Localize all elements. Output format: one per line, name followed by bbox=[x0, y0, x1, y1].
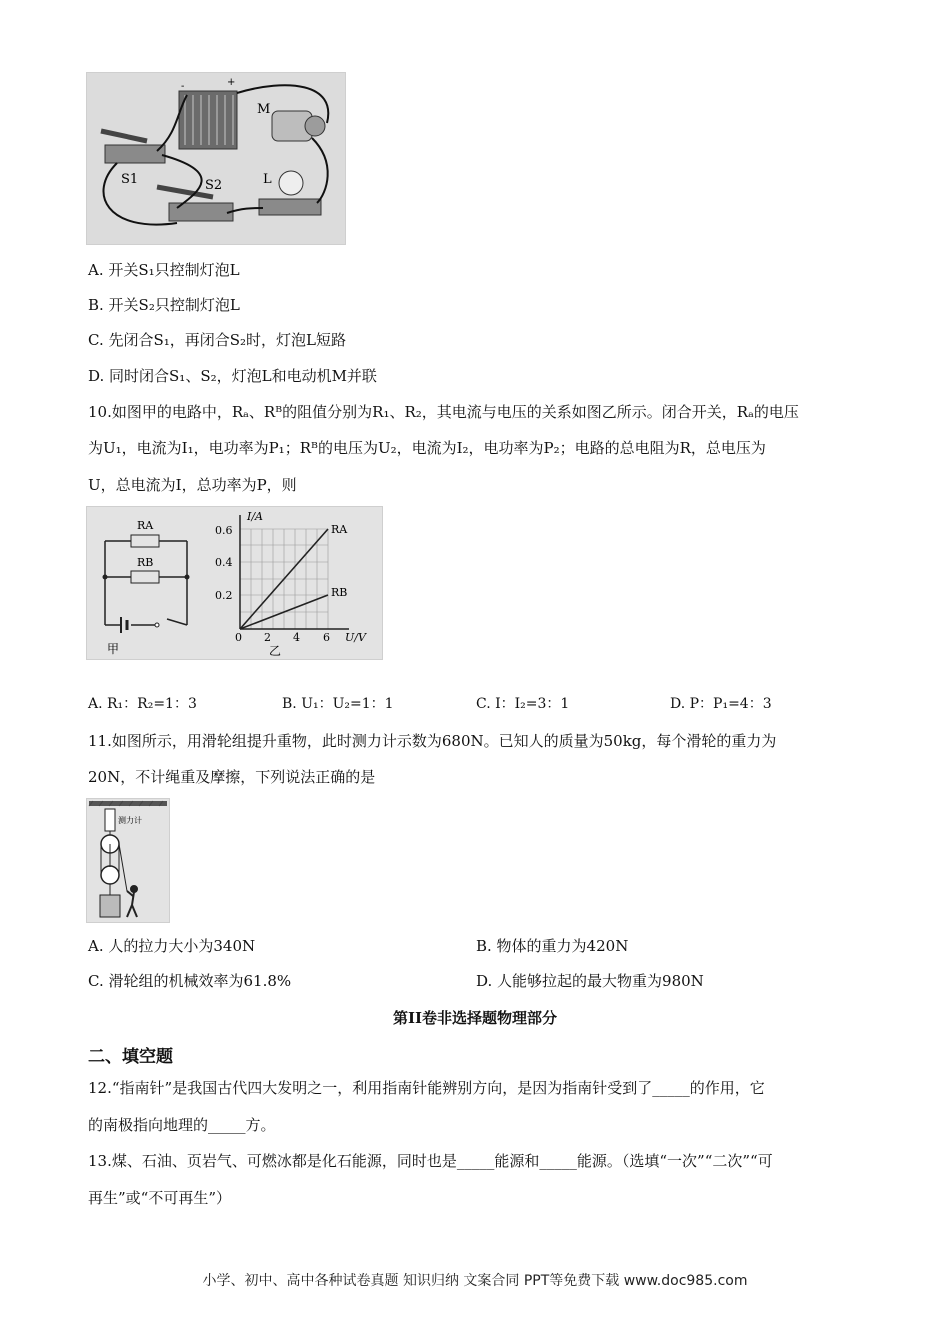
q10-option-c: C. I：I₂=3：1 bbox=[476, 696, 570, 712]
q10-text-line2: 为U₁，电流为I₁，电功率为P₁；Rᴮ的电压为U₂，电流为I₂，电功率为P₂；电路的总电阻为R，总电压为 bbox=[88, 439, 766, 457]
q10-text-line1: 10.如图甲的电路中，Rₐ、Rᴮ的阻值分别为R₁、R₂，其电流与电压的关系如图乙所示。闭合开关，Rₐ的电压 bbox=[88, 403, 799, 421]
graph-ylabel: I/A bbox=[247, 510, 263, 523]
q10-option-b: B. U₁：U₂=1：1 bbox=[282, 696, 394, 712]
q11-option-b: B. 物体的重力为420N bbox=[476, 937, 629, 955]
lamp-label: L bbox=[263, 172, 272, 187]
graph-xtick-0: 0 bbox=[235, 631, 242, 644]
q11-text-line1: 11.如图所示，用滑轮组提升重物，此时测力计示数为680N。已知人的质量为50kg，每个滑轮的重力为 bbox=[88, 732, 777, 750]
switch-s1-label: S1 bbox=[121, 172, 139, 187]
graph-ytick-0-4: 0.4 bbox=[215, 556, 233, 569]
part2-title: 第II卷非选择题物理部分 bbox=[392, 1009, 558, 1027]
battery-minus-label: - bbox=[181, 81, 185, 92]
q11-option-d: D. 人能够拉起的最大物重为980N bbox=[476, 972, 704, 990]
q9-option-d: D. 同时闭合S₁、S₂，灯泡L和电动机M并联 bbox=[88, 367, 377, 385]
switch-s1-icon bbox=[105, 145, 165, 163]
motor-label: M bbox=[257, 102, 271, 117]
q10-option-a: A. R₁：R₂=1：3 bbox=[88, 696, 197, 712]
q11-option-c: C. 滑轮组的机械效率为61.8% bbox=[88, 972, 292, 990]
graph-label: 乙 bbox=[269, 644, 282, 658]
graph-xtick-4: 4 bbox=[293, 631, 300, 644]
circuit-photo bbox=[86, 72, 346, 245]
pulley-drawing bbox=[87, 799, 169, 922]
graph-ytick-0-6: 0.6 bbox=[215, 524, 233, 537]
graph-ytick-0-2: 0.2 bbox=[215, 589, 233, 602]
lamp-base-icon bbox=[259, 199, 321, 215]
q13-text-line1: 13.煤、石油、页岩气、可燃冰都是化石能源，同时也是_____能源和_____能源。（选填“一次”“二次”“可 bbox=[88, 1152, 773, 1170]
battery-plus-label: + bbox=[227, 77, 236, 88]
switch-s2-label: S2 bbox=[205, 178, 223, 193]
weight-block-icon bbox=[100, 895, 120, 917]
circuit-graph-figure bbox=[86, 506, 383, 660]
circuit-label: 甲 bbox=[107, 642, 120, 656]
circuit-graph-drawing bbox=[87, 507, 382, 659]
parallel-circuit bbox=[105, 541, 187, 633]
q9-option-b: B. 开关S₂只控制灯泡L bbox=[88, 296, 240, 314]
resistor-rb-icon bbox=[131, 571, 159, 583]
graph-xlabel: U/V bbox=[345, 631, 366, 644]
person-icon bbox=[127, 886, 137, 917]
q12-text-line1: 12.“指南针”是我国古代四大发明之一，利用指南针能辨别方向，是因为指南针受到了_____的作用，它 bbox=[88, 1079, 765, 1097]
q9-option-a: A. 开关S₁只控制灯泡L bbox=[88, 261, 240, 279]
q10-text-line3: U，总电流为I，总功率为P，则 bbox=[88, 476, 297, 494]
q9-option-c: C. 先闭合S₁，再闭合S₂时，灯泡L短路 bbox=[88, 331, 347, 349]
q11-text-line2: 20N，不计绳重及摩擦，下列说法正确的是 bbox=[88, 768, 376, 786]
spring-scale-icon bbox=[105, 809, 115, 831]
graph-xtick-6: 6 bbox=[323, 631, 330, 644]
circuit-photo-drawing bbox=[87, 73, 345, 244]
q13-text-line2: 再生”或“不可再生”） bbox=[88, 1189, 232, 1207]
graph-rb-label: RB bbox=[331, 586, 348, 599]
graph-xtick-2: 2 bbox=[264, 631, 271, 644]
q11-option-a: A. 人的拉力大小为340N bbox=[88, 937, 256, 955]
pulley-figure bbox=[86, 798, 170, 923]
q10-option-d: D. P：P₁=4：3 bbox=[670, 696, 772, 712]
circuit-ra-label: RA bbox=[137, 519, 154, 532]
movable-pulley-icon bbox=[101, 866, 119, 884]
lamp-icon bbox=[279, 171, 303, 195]
q12-text-line2: 的南极指向地理的_____方。 bbox=[88, 1116, 276, 1134]
circuit-rb-label: RB bbox=[137, 556, 154, 569]
spring-scale-label: 测力计 bbox=[118, 816, 142, 825]
section-heading: 二、填空题 bbox=[88, 1047, 173, 1067]
resistor-ra-icon bbox=[131, 535, 159, 547]
footer-text: 小学、初中、高中各种试卷真题 知识归纳 文案合同 PPT等免费下载 www.doc985.com bbox=[202, 1273, 748, 1289]
graph-ra-label: RA bbox=[331, 523, 348, 536]
